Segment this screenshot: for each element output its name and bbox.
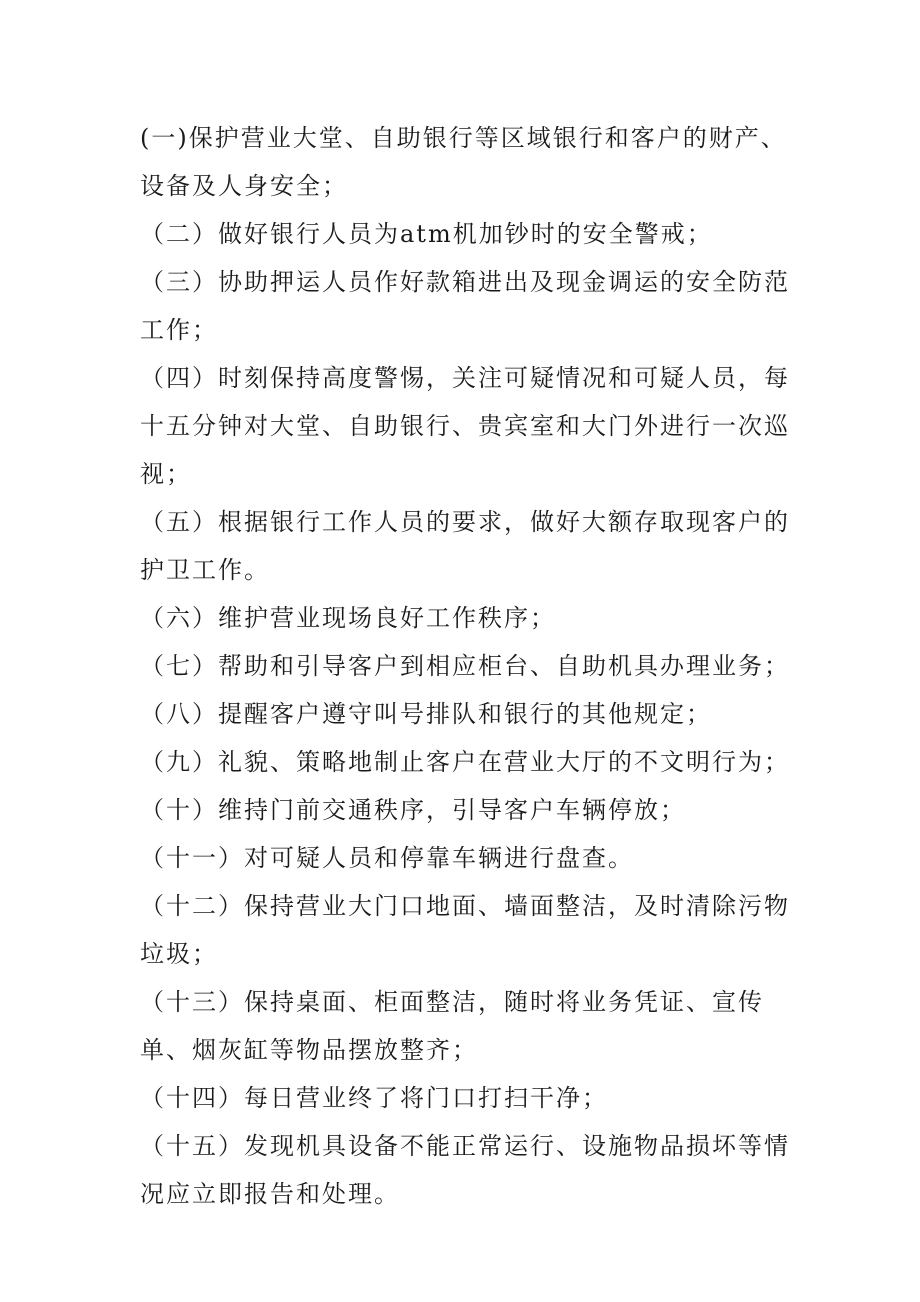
- paragraph-12: （十二）保持营业大门口地面、墙面整洁，及时清除污物垃圾；: [140, 892, 790, 968]
- paragraph-6: （六）维护营业现场良好工作秩序；: [140, 604, 556, 632]
- document-body: [140, 114, 800, 1218]
- paragraph-2: （二）做好银行人员为atm机加钞时的安全警戒；: [140, 220, 713, 248]
- paragraph-7: （七）帮助和引导客户到相应柜台、自助机具办理业务；: [140, 652, 790, 680]
- paragraph-3: （三）协助押运人员作好款箱进出及现金调运的安全防范工作；: [140, 268, 790, 344]
- paragraph-8: （八）提醒客户遵守叫号排队和银行的其他规定；: [140, 700, 712, 728]
- paragraph-9: （九）礼貌、策略地制止客户在营业大厅的不文明行为；: [140, 748, 790, 776]
- paragraph-13: （十三）保持桌面、柜面整洁，随时将业务凭证、宣传单、烟灰缸等物品摆放整齐；: [140, 988, 764, 1064]
- paragraph-4: （四）时刻保持高度警惕，关注可疑情况和可疑人员，每十五分钟对大堂、自助银行、贵宾室和大门外进行一次巡视；: [140, 364, 790, 488]
- paragraph-15: （十五）发现机具设备不能正常运行、设施物品损坏等情况应立即报告和处理。: [140, 1132, 790, 1208]
- paragraph-10: （十）维持门前交通秩序，引导客户车辆停放；: [140, 796, 686, 824]
- paragraph-5: （五）根据银行工作人员的要求，做好大额存取现客户的护卫工作。: [140, 508, 790, 584]
- paragraph-14: （十四）每日营业终了将门口打扫干净；: [140, 1084, 608, 1112]
- paragraph-1: (一)保护营业大堂、自助银行等区域银行和客户的财产、设备及人身安全；: [140, 124, 787, 200]
- paragraph-11: （十一）对可疑人员和停靠车辆进行盘查。: [140, 844, 634, 872]
